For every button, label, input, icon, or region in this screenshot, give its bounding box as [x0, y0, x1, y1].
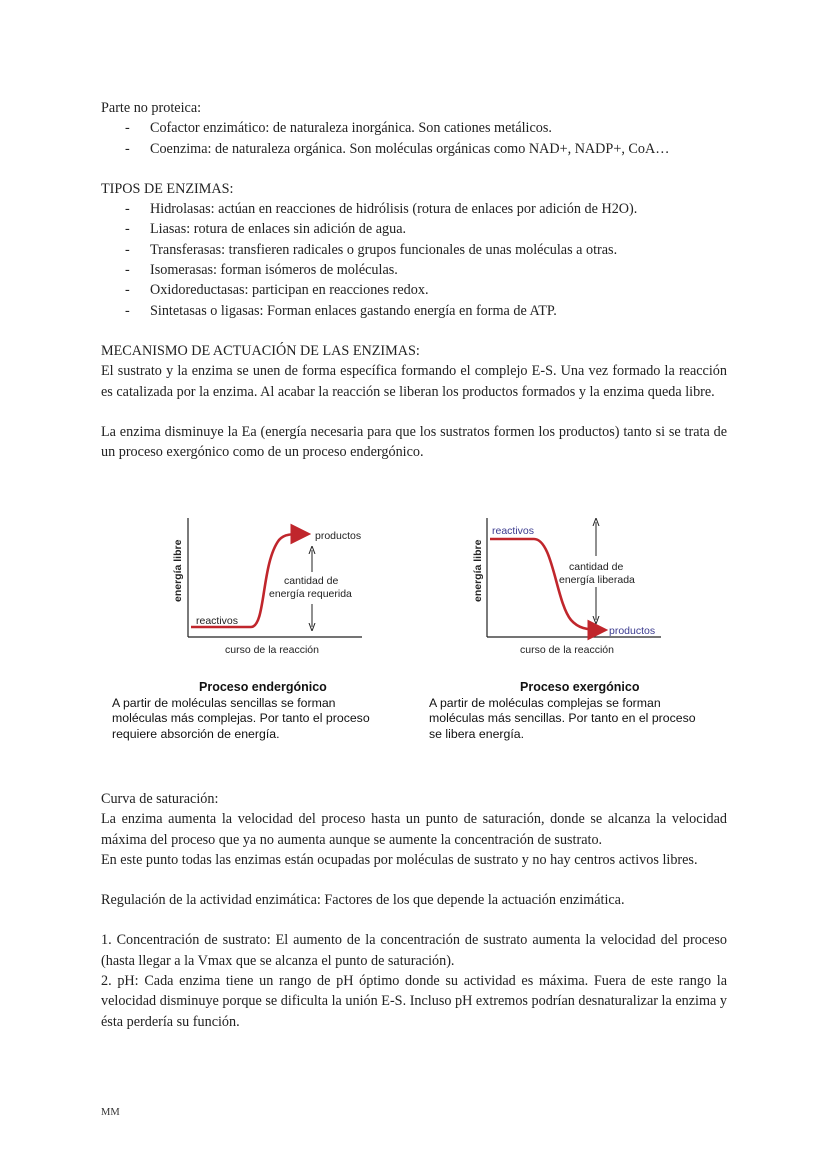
left-caption-title: Proceso endergónico — [199, 680, 327, 694]
left-caption-line: requiere absorción de energía. — [112, 726, 280, 741]
right-caption-line: se libera energía. — [429, 726, 525, 741]
energy-diagrams-figure — [101, 512, 741, 752]
list-item: - Sintetasas o ligasas: Forman enlaces gastando energía en forma de ATP. — [101, 301, 727, 321]
left-end-label: productos — [315, 530, 362, 542]
left-start-label: reactivos — [196, 615, 239, 627]
list-item: - Transferasas: transfieren radicales o grupos funcionales de unas moléculas a otras. — [101, 240, 727, 260]
left-ylabel: energía libre — [172, 539, 184, 602]
mecanismo-paragraph-1: El sustrato y la enzima se unen de forma específica formando el complejo E-S. Una vez formado la reacción es catalizada por la enzima. Al acabar la reacción se liberan los productos formados y la enzima queda libre. — [101, 363, 727, 400]
list-item: - Cofactor enzimático: de naturaleza inorgánica. Son cationes metálicos. — [101, 118, 727, 138]
right-ylabel: energía libre — [472, 539, 484, 602]
lower-text — [101, 789, 727, 1032]
tipos-heading: TIPOS DE ENZIMAS: — [101, 180, 234, 197]
regulacion-item-2: 2. pH: Cada enzima tiene un rango de pH óptimo donde su actividad es máxima. Fuera de este rango la velocidad disminuye porque se dificulta la unión E-S. Incluso pH extremos podrían desnaturalizar la enzima y ésta perdería su función. — [101, 973, 727, 1030]
list-item: - Coenzima: de naturaleza orgánica. Son moléculas orgánicas como NAD+, NADP+, CoA… — [101, 139, 727, 159]
right-end-label: productos — [609, 625, 656, 637]
right-caption — [429, 680, 734, 742]
mecanismo-paragraph-2: La enzima disminuye la Ea (energía necesaria para que los sustratos formen los productos) tanto si se trata de un proceso exergónico como de un proceso endergónico. — [101, 423, 727, 461]
list-item: - Hidrolasas: actúan en reacciones de hidrólisis (rotura de enlaces por adición de H2O). — [101, 199, 727, 219]
mecanismo-heading: MECANISMO DE ACTUACIÓN DE LAS ENZIMAS: — [101, 342, 420, 359]
left-caption-line: moléculas más complejas. Por tanto el proceso — [112, 711, 370, 725]
left-caption — [112, 680, 407, 742]
saturacion-paragraph-1: La enzima aumenta la velocidad del proceso hasta un punto de saturación, donde se alcanza la velocidad máxima del proceso que ya no aumenta aunque se aumente la concentración de sustrato. — [101, 811, 727, 848]
saturacion-heading: Curva de saturación: — [101, 791, 219, 807]
list-item: - Liasas: rotura de enlaces sin adición de agua. — [101, 219, 727, 239]
list-item: - Isomerasas: forman isómeros de moléculas. — [101, 260, 727, 280]
parte-no-proteica-heading: Parte no proteica: — [101, 100, 202, 116]
list-item: - Oxidoreductasas: participan en reacciones redox. — [101, 280, 727, 300]
saturacion-paragraph-2: En este punto todas las enzimas están ocupadas por moléculas de sustrato y no hay centros activos libres. — [101, 851, 698, 868]
left-arrow-label-2: energía requerida — [269, 588, 352, 600]
right-xlabel: curso de la reacción — [520, 644, 614, 656]
parte-no-proteica-list — [101, 118, 727, 159]
regulacion-item-1: 1. Concentración de sustrato: El aumento de la concentración de sustrato aumenta la velocidad del proceso (hasta llegar a la Vmax que se alcanza el punto de saturación). — [101, 932, 727, 969]
right-start-label: reactivos — [492, 525, 535, 537]
upper-text — [101, 98, 727, 462]
right-arrow-label-1: cantidad de — [569, 561, 624, 573]
left-arrow-label-1: cantidad de — [284, 575, 339, 587]
left-caption-line: A partir de moléculas sencillas se forman — [112, 695, 336, 710]
left-xlabel: curso de la reacción — [225, 644, 319, 656]
right-caption-line: A partir de moléculas complejas se forman — [429, 695, 661, 710]
right-caption-title: Proceso exergónico — [520, 680, 640, 694]
regulacion-heading: Regulación de la actividad enzimática: Factores de los que depende la actuación enzimática. — [101, 892, 625, 909]
right-caption-line: moléculas más sencillas. Por tanto en el proceso — [429, 711, 696, 725]
right-arrow-label-2: energía liberada — [559, 574, 635, 586]
tipos-list — [101, 199, 727, 321]
footer-initials: MM — [101, 1107, 120, 1118]
